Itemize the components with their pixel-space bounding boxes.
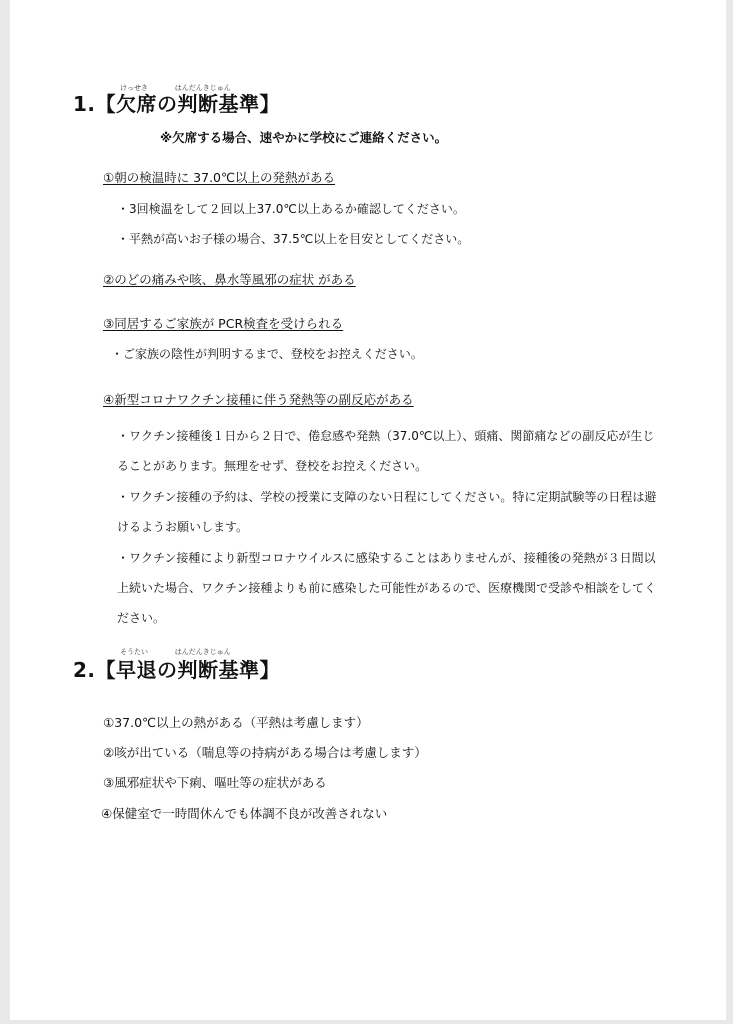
early-leave-item-1: ①37.0℃以上の熱がある（平熱は考慮します） <box>103 715 369 730</box>
criterion-1-heading: ①朝の検温時に 37.0℃以上の発熱がある <box>103 170 336 185</box>
early-leave-item-3: ③風邪症状や下痢、嘔吐等の症状がある <box>103 775 327 790</box>
document-page <box>10 0 726 1020</box>
criterion-1-note-1: ・3回検温をして２回以上37.0℃以上あるか確認してください。 <box>117 202 465 216</box>
criterion-3-heading: ③同居するご家族が PCR検査を受けられる <box>103 316 344 331</box>
criterion-4-note-3: ・ワクチン接種により新型コロナウイルスに感染することはありませんが、接種後の発熱が３日間以上続いた場合、ワクチン接種よりも前に感染した可能性があるので、医療機関で受診や相談をしてください。 <box>117 551 657 625</box>
section1-title: 1.【欠席の判断基準】 <box>73 92 281 116</box>
criterion-4-heading: ④新型コロナワクチン接種に伴う発熱等の副反応がある <box>103 392 414 407</box>
criterion-1-note-2: ・平熱が高いお子様の場合、37.5℃以上を目安としてください。 <box>117 232 470 246</box>
section2-title-furigana: そうたい はんだんきじゅん <box>120 648 231 656</box>
criterion-4-note-2: ・ワクチン接種の予約は、学校の授業に支障のない日程にしてください。特に定期試験等の日程は避けるようお願いします。 <box>117 490 657 534</box>
early-leave-item-2: ②咳が出ている（喘息等の持病がある場合は考慮します） <box>103 745 427 760</box>
section1-title-furigana: けっせき はんだんきじゅん <box>120 84 231 92</box>
absence-notice: ※欠席する場合、速やかに学校にご連絡ください。 <box>160 130 448 145</box>
criterion-2-heading: ②のどの痛みや咳、鼻水等風邪の症状 がある <box>103 272 356 287</box>
criterion-4-note-1: ・ワクチン接種後１日から２日で、倦怠感や発熱（37.0℃以上）、頭痛、関節痛などの副反応が生じることがあります。無理をせず、登校をお控えください。 <box>117 429 655 473</box>
criterion-3-note-1: ・ご家族の陰性が判明するまで、登校をお控えください。 <box>111 347 423 361</box>
early-leave-item-4: ④保健室で一時間休んでも体調不良が改善されない <box>101 806 388 821</box>
section2-title: 2.【早退の判断基準】 <box>73 658 281 682</box>
